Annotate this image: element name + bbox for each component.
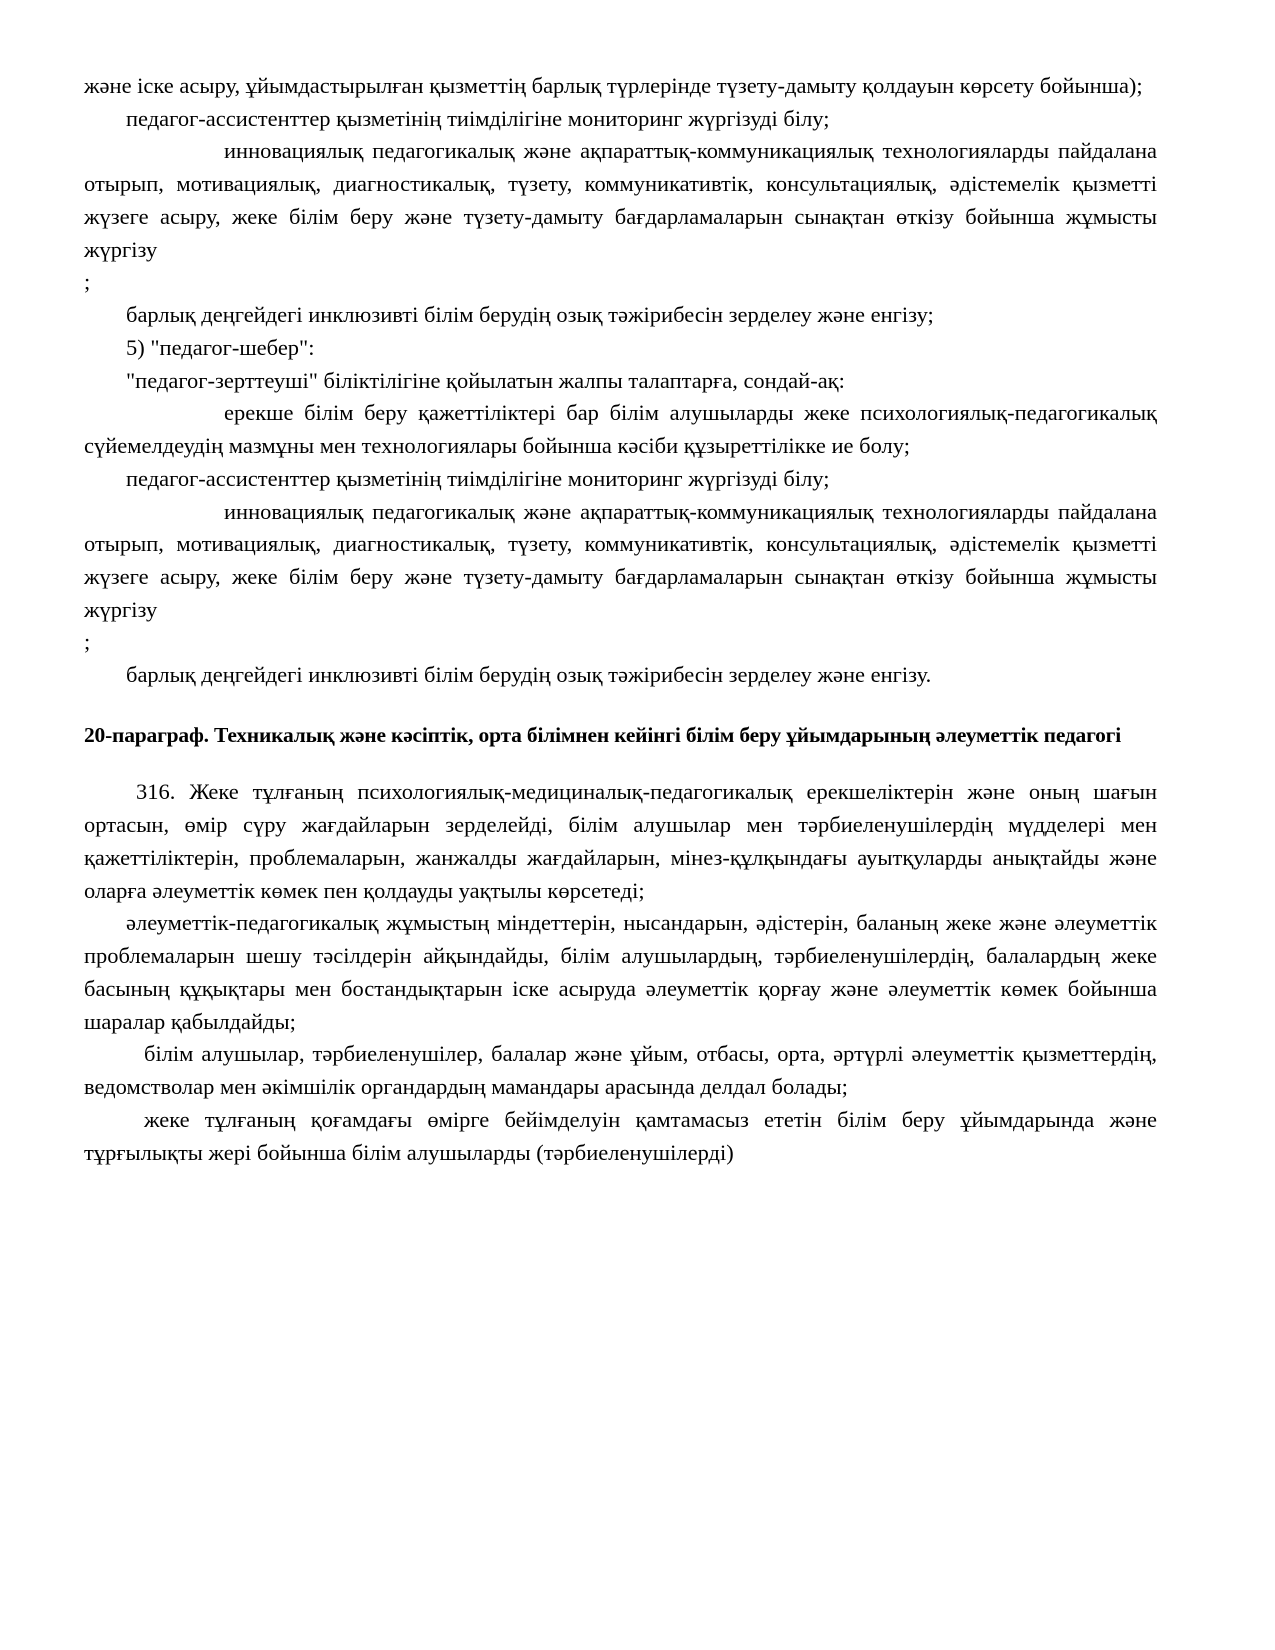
- paragraph: инновациялық педагогикалық және ақпараттық-коммуникациялық технологияларды пайдалана отырып, мотивациялық, диагностикалық, түзету, коммуникативтік, консультациялық, әдістемелік қызметті жүзеге асыру, жеке білім беру және түзету-дамыту бағдарламаларын сынақтан өткізу бойынша жұмысты жүргізу: [84, 138, 1157, 262]
- paragraph-semicolon: ;: [84, 629, 91, 655]
- paragraph-list-item: 5) "педагог-шебер":: [126, 334, 315, 360]
- paragraph-semicolon: ;: [84, 269, 91, 295]
- paragraph: және іске асыру, ұйымдастырылған қызметтің барлық түрлерінде түзету-дамыту қолдауын көрсету бойынша);: [84, 73, 1143, 98]
- paragraph: барлық деңгейдегі инклюзивті білім берудің озық тәжірибесін зерделеу және енгізу;: [126, 302, 934, 328]
- paragraph: педагог-ассистенттер қызметінің тиімділігіне мониторинг жүргізуді білу;: [126, 105, 830, 131]
- paragraph: барлық деңгейдегі инклюзивті білім берудің озық тәжірибесін зерделеу және енгізу.: [126, 662, 932, 688]
- paragraph: жеке тұлғаның қоғамдағы өмірге бейімделуін қамтамасыз ететін білім беру ұйымдарында және тұрғылықты жері бойынша білім алушыларды (тәрбиеленушілерді): [84, 1106, 1157, 1165]
- paragraph: әлеуметтік-педагогикалық жұмыстың міндеттерін, нысандарын, әдістерін, баланың жеке және әлеуметтік проблемаларын шешу тәсілдерін айқындайды, білім алушылардың, тәрбиеленушілердің, балалардың жеке басының құқықтары мен бостандықтарын іске асыруда әлеуметтік қорғау және әлеуметтік көмек бойынша шаралар қабылдайды;: [84, 910, 1157, 1034]
- paragraph: ерекше білім беру қажеттіліктері бар білім алушыларды жеке психологиялық-педагогикалық сүйемелдеудің мазмұны мен технологиялары бойынша кәсіби құзыреттілікке ие болу;: [84, 400, 1157, 459]
- document-body: [84, 70, 1157, 1169]
- paragraph: білім алушылар, тәрбиеленушілер, балалар және ұйым, отбасы, орта, әртүрлі әлеуметтік қызметтердің, ведомстволар мен әкімшілік органдардың мамандары арасында делдал болады;: [84, 1041, 1157, 1100]
- paragraph: педагог-ассистенттер қызметінің тиімділігіне мониторинг жүргізуді білу;: [126, 465, 830, 491]
- paragraph: "педагог-зерттеуші" біліктілігіне қойылатын жалпы талаптарға, сондай-ақ:: [126, 367, 845, 393]
- section-heading: 20-параграф. Техникалық және кәсіптік, орта білімнен кейінгі білім беру ұйымдарының әлеуметтік педагогі: [84, 722, 1122, 747]
- paragraph-numbered: 316. Жеке тұлғаның психологиялық-медициналық-педагогикалық ерекшеліктерін және оның шағын ортасын, өмір сүру жағдайларын зерделейді, білім алушылар мен тәрбиеленушілердің мүдделері мен қажеттіліктерін, проблемаларын, жанжалды жағдайларын, мінез-құлқындағы ауытқуларды анықтайды және оларға әлеуметтік көмек пен қолдауды уақтылы көрсетеді;: [84, 779, 1157, 903]
- paragraph: инновациялық педагогикалық және ақпараттық-коммуникациялық технологияларды пайдалана отырып, мотивациялық, диагностикалық, түзету, коммуникативтік, консультациялық, әдістемелік қызметті жүзеге асыру, жеке білім беру және түзету-дамыту бағдарламаларын сынақтан өткізу бойынша жұмысты жүргізу: [84, 498, 1157, 622]
